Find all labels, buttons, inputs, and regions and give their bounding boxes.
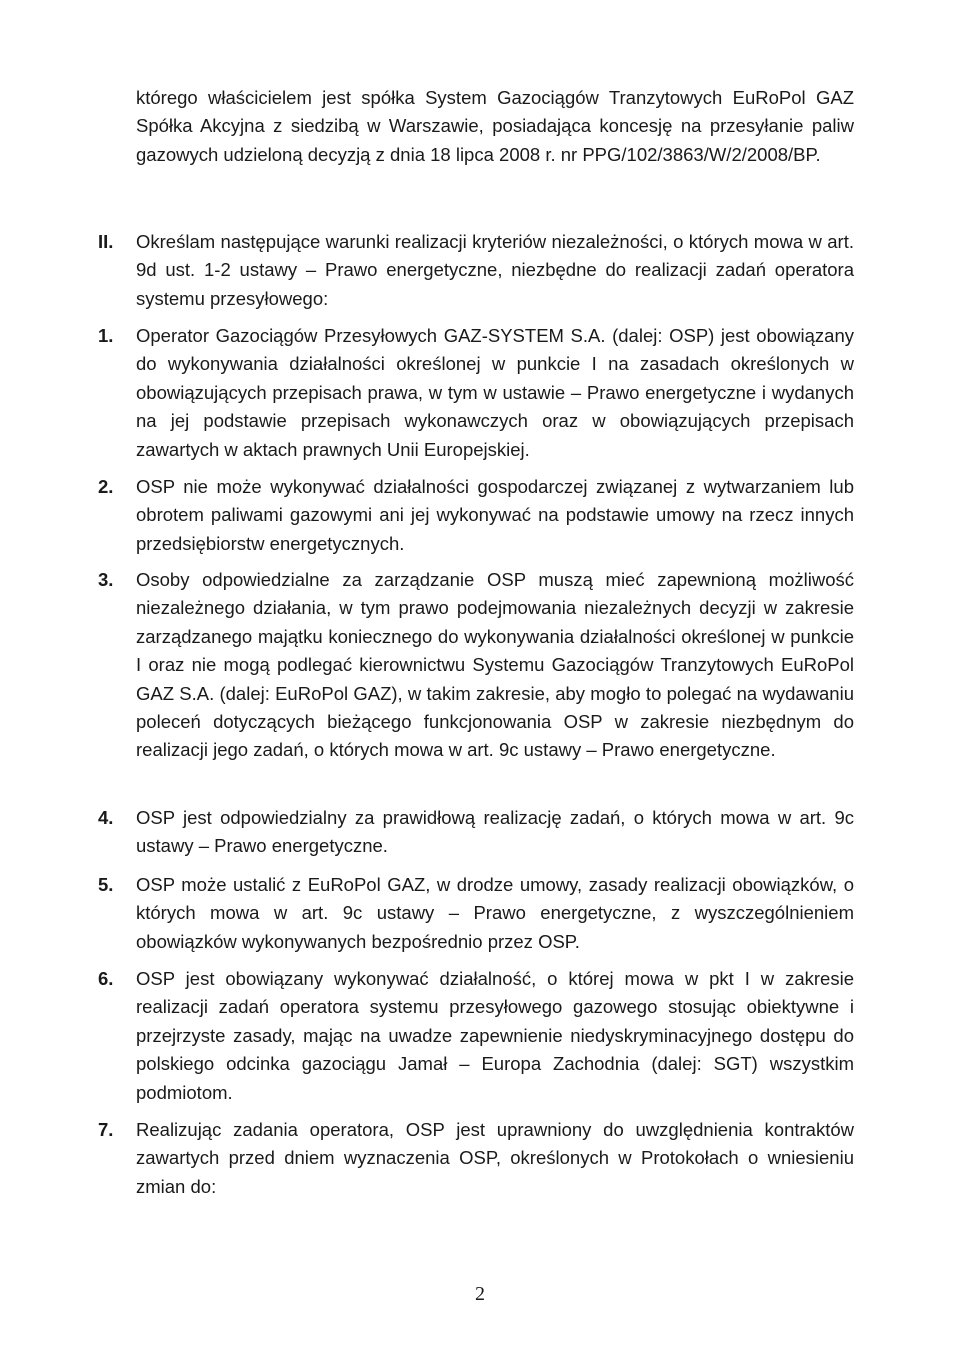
section-paragraph: Określam następujące warunki realizacji kryteriów niezależności, o których mowa w art. 9d ust. 1-2 ustawy – Prawo energetyczne, niezbędne do realizacji zadań operatora systemu przesyłowego:: [136, 231, 854, 309]
intro-paragraph: którego właścicielem jest spółka System Gazociągów Tranzytowych EuRoPol GAZ Spółka Akcyjna z siedzibą w Warszawie, posiadająca koncesję na przesyłanie paliw gazowych udzieloną decyzją z dnia 18 lipca 2008 r. nr PPG/102/3863/W/2/2008/BP.: [136, 87, 854, 165]
item-paragraph: Operator Gazociągów Przesyłowych GAZ-SYSTEM S.A. (dalej: OSP) jest obowiązany do wykonywania działalności określonej w punkcie I na zasadach określonych w obowiązujących przepisach prawa, w tym w ustawie – Prawo energetyczne i wydanych na jej podstawie przepisach wykonawczych oraz w obowiązujących przepisach zawartych w aktach prawnych Unii Europejskiej.: [136, 325, 854, 460]
section-number: II.: [98, 231, 114, 252]
item-number: 2.: [98, 476, 114, 497]
item-number: 4.: [98, 807, 114, 828]
item-number: 3.: [98, 569, 114, 590]
item-paragraph: OSP nie może wykonywać działalności gospodarczej związanej z wytwarzaniem lub obrotem paliwami gazowymi ani jej wykonywać na podstawie umowy na rzecz innych przedsiębiorstw energetycznych.: [136, 476, 854, 554]
item-paragraph: Osoby odpowiedzialne za zarządzanie OSP muszą mieć zapewnioną możliwość niezależnego działania, w tym prawo podejmowania niezależnych decyzji w zakresie zarządzanego majątku koniecznego do wykonywania działalności określonej w punkcie I oraz nie mogą podlegać kierownictwu Systemu Gazociągów Tranzytowych EuRoPol GAZ S.A. (dalej: EuRoPol GAZ), w takim zakresie, aby mogło to polegać na wydawaniu poleceń dotyczących bieżącego funkcjonowania OSP w zakresie niezbędnym do realizacji jego zadań, o których mowa w art. 9c ustawy – Prawo energetyczne.: [136, 569, 854, 761]
item-number: 6.: [98, 968, 114, 989]
item-paragraph: Realizując zadania operatora, OSP jest uprawniony do uwzględnienia kontraktów zawartych przed dniem wyznaczenia OSP, określonych w Protokołach o wniesieniu zmian do:: [136, 1119, 854, 1197]
item-number: 5.: [98, 874, 114, 895]
page-number: 2: [475, 1283, 485, 1305]
item-number: 7.: [98, 1119, 114, 1140]
item-paragraph: OSP jest obowiązany wykonywać działalność, o której mowa w pkt I w zakresie realizacji zadań operatora systemu przesyłowego gazowego stosując obiektywne i przejrzyste zasady, mając na uwadze zapewnienie niedyskryminacyjnego dostępu do polskiego odcinka gazociągu Jamał – Europa Zachodnia (dalej: SGT) wszystkim podmiotom.: [136, 968, 854, 1103]
item-paragraph: OSP może ustalić z EuRoPol GAZ, w drodze umowy, zasady realizacji obowiązków, o których mowa w art. 9c ustawy – Prawo energetyczne, z wyszczególnieniem obowiązków wykonywanych bezpośrednio przez OSP.: [136, 874, 854, 952]
item-paragraph: OSP jest odpowiedzialny za prawidłową realizację zadań, o których mowa w art. 9c ustawy – Prawo energetyczne.: [136, 807, 854, 857]
item-number: 1.: [98, 325, 114, 346]
